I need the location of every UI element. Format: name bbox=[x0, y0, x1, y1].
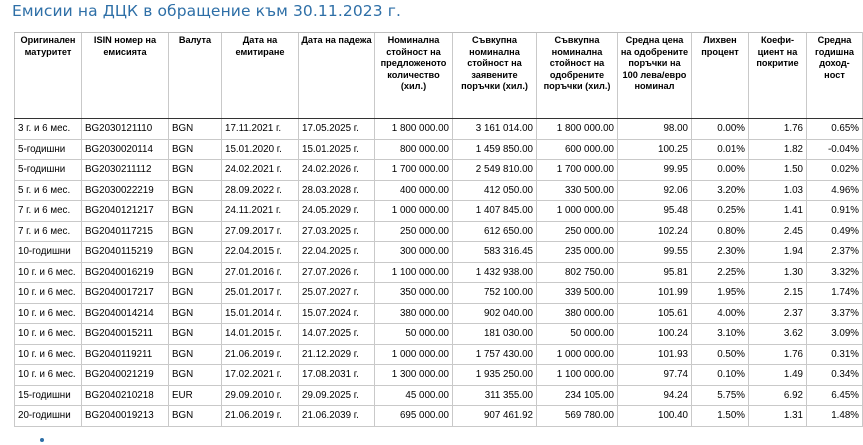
cell-approved-nominal: 1 800 000.00 bbox=[537, 119, 618, 140]
cell-isin: BG2040021219 bbox=[82, 365, 169, 386]
cell-cover-ratio: 1.50 bbox=[749, 160, 807, 181]
cell-issue-date: 24.02.2021 г. bbox=[222, 160, 299, 181]
cell-maturity: 10 г. и 6 мес. bbox=[15, 303, 82, 324]
cell-currency: EUR bbox=[169, 385, 222, 406]
cell-cover-ratio: 1.41 bbox=[749, 201, 807, 222]
header-average-yield: Средна годишна доход-ност bbox=[807, 33, 863, 119]
cell-average-price: 102.24 bbox=[618, 221, 692, 242]
header-offered-nominal: Номинална стойност на предложеното количество (хил.) bbox=[375, 33, 453, 119]
cell-cover-ratio: 2.45 bbox=[749, 221, 807, 242]
cell-average-price: 100.40 bbox=[618, 406, 692, 427]
cell-maturity-date: 17.05.2025 г. bbox=[299, 119, 375, 140]
cell-maturity: 10-годишни bbox=[15, 242, 82, 263]
cell-isin: BG2040014214 bbox=[82, 303, 169, 324]
table-row bbox=[15, 160, 863, 181]
cell-maturity-date: 22.04.2025 г. bbox=[299, 242, 375, 263]
header-issue-date: Дата на емитиране bbox=[222, 33, 299, 119]
cell-maturity: 10 г. и 6 мес. bbox=[15, 283, 82, 304]
table-row bbox=[15, 242, 863, 263]
header-maturity-date: Дата на падежа bbox=[299, 33, 375, 119]
cell-bids-nominal: 907 461.92 bbox=[453, 406, 537, 427]
cell-approved-nominal: 600 000.00 bbox=[537, 139, 618, 160]
cell-isin: BG2040210218 bbox=[82, 385, 169, 406]
cell-interest-rate: 2.30% bbox=[692, 242, 749, 263]
cell-currency: BGN bbox=[169, 283, 222, 304]
cell-average-yield: 6.45% bbox=[807, 385, 863, 406]
cell-isin: BG2040119211 bbox=[82, 344, 169, 365]
cell-maturity-date: 17.08.2031 г. bbox=[299, 365, 375, 386]
cell-isin: BG2030020114 bbox=[82, 139, 169, 160]
cell-offered-nominal: 50 000.00 bbox=[375, 324, 453, 345]
cell-offered-nominal: 1 000 000.00 bbox=[375, 344, 453, 365]
cell-issue-date: 27.09.2017 г. bbox=[222, 221, 299, 242]
cell-maturity-date: 27.03.2025 г. bbox=[299, 221, 375, 242]
cell-issue-date: 21.06.2019 г. bbox=[222, 406, 299, 427]
cell-currency: BGN bbox=[169, 324, 222, 345]
cell-offered-nominal: 1 800 000.00 bbox=[375, 119, 453, 140]
header-approved-nominal: Съвкупна номинална стойност на одобрените поръчки (хил.) bbox=[537, 33, 618, 119]
table-row bbox=[15, 385, 863, 406]
cell-currency: BGN bbox=[169, 406, 222, 427]
page-footer-mark bbox=[40, 438, 44, 442]
table-row bbox=[15, 180, 863, 201]
table-row bbox=[15, 324, 863, 345]
cell-maturity: 10 г. и 6 мес. bbox=[15, 365, 82, 386]
cell-cover-ratio: 1.76 bbox=[749, 119, 807, 140]
cell-currency: BGN bbox=[169, 303, 222, 324]
cell-approved-nominal: 235 000.00 bbox=[537, 242, 618, 263]
cell-issue-date: 15.01.2020 г. bbox=[222, 139, 299, 160]
page-title: Емисии на ДЦК в обращение към 30.11.2023 г. bbox=[12, 2, 402, 20]
cell-isin: BG2040115219 bbox=[82, 242, 169, 263]
cell-isin: BG2040015211 bbox=[82, 324, 169, 345]
cell-approved-nominal: 50 000.00 bbox=[537, 324, 618, 345]
header-row bbox=[15, 33, 863, 119]
cell-approved-nominal: 250 000.00 bbox=[537, 221, 618, 242]
cell-interest-rate: 0.25% bbox=[692, 201, 749, 222]
cell-interest-rate: 0.10% bbox=[692, 365, 749, 386]
table-row bbox=[15, 221, 863, 242]
cell-offered-nominal: 1 300 000.00 bbox=[375, 365, 453, 386]
cell-maturity: 3 г. и 6 мес. bbox=[15, 119, 82, 140]
cell-bids-nominal: 1 459 850.00 bbox=[453, 139, 537, 160]
cell-bids-nominal: 583 316.45 bbox=[453, 242, 537, 263]
cell-cover-ratio: 1.03 bbox=[749, 180, 807, 201]
cell-maturity-date: 29.09.2025 г. bbox=[299, 385, 375, 406]
cell-bids-nominal: 3 161 014.00 bbox=[453, 119, 537, 140]
cell-approved-nominal: 1 000 000.00 bbox=[537, 344, 618, 365]
cell-offered-nominal: 1 000 000.00 bbox=[375, 201, 453, 222]
cell-average-yield: 0.91% bbox=[807, 201, 863, 222]
cell-maturity: 15-годишни bbox=[15, 385, 82, 406]
cell-currency: BGN bbox=[169, 221, 222, 242]
cell-issue-date: 24.11.2021 г. bbox=[222, 201, 299, 222]
table-row bbox=[15, 262, 863, 283]
cell-maturity-date: 25.07.2027 г. bbox=[299, 283, 375, 304]
cell-maturity: 5-годишни bbox=[15, 139, 82, 160]
cell-maturity: 7 г. и 6 мес. bbox=[15, 201, 82, 222]
cell-maturity: 20-годишни bbox=[15, 406, 82, 427]
cell-isin: BG2040016219 bbox=[82, 262, 169, 283]
cell-average-yield: 0.31% bbox=[807, 344, 863, 365]
cell-maturity: 7 г. и 6 мес. bbox=[15, 221, 82, 242]
cell-bids-nominal: 181 030.00 bbox=[453, 324, 537, 345]
header-bids-nominal: Съвкупна номинална стойност на заявените поръчки (хил.) bbox=[453, 33, 537, 119]
cell-average-yield: 1.74% bbox=[807, 283, 863, 304]
cell-cover-ratio: 1.76 bbox=[749, 344, 807, 365]
cell-average-price: 97.74 bbox=[618, 365, 692, 386]
cell-offered-nominal: 250 000.00 bbox=[375, 221, 453, 242]
cell-issue-date: 22.04.2015 г. bbox=[222, 242, 299, 263]
cell-isin: BG2040117215 bbox=[82, 221, 169, 242]
cell-average-price: 94.24 bbox=[618, 385, 692, 406]
cell-isin: BG2040121217 bbox=[82, 201, 169, 222]
table-row bbox=[15, 201, 863, 222]
cell-cover-ratio: 1.82 bbox=[749, 139, 807, 160]
cell-currency: BGN bbox=[169, 262, 222, 283]
cell-issue-date: 25.01.2017 г. bbox=[222, 283, 299, 304]
table-row bbox=[15, 365, 863, 386]
cell-offered-nominal: 380 000.00 bbox=[375, 303, 453, 324]
cell-issue-date: 28.09.2022 г. bbox=[222, 180, 299, 201]
cell-average-yield: 1.48% bbox=[807, 406, 863, 427]
cell-average-price: 92.06 bbox=[618, 180, 692, 201]
table-row bbox=[15, 283, 863, 304]
cell-bids-nominal: 412 050.00 bbox=[453, 180, 537, 201]
cell-cover-ratio: 6.92 bbox=[749, 385, 807, 406]
cell-cover-ratio: 1.94 bbox=[749, 242, 807, 263]
cell-maturity-date: 15.07.2024 г. bbox=[299, 303, 375, 324]
cell-issue-date: 29.09.2010 г. bbox=[222, 385, 299, 406]
cell-average-price: 95.81 bbox=[618, 262, 692, 283]
table-body bbox=[15, 119, 863, 427]
cell-bids-nominal: 2 549 810.00 bbox=[453, 160, 537, 181]
cell-bids-nominal: 1 757 430.00 bbox=[453, 344, 537, 365]
cell-average-price: 99.95 bbox=[618, 160, 692, 181]
cell-maturity-date: 15.01.2025 г. bbox=[299, 139, 375, 160]
cell-average-yield: 3.32% bbox=[807, 262, 863, 283]
cell-isin: BG2040019213 bbox=[82, 406, 169, 427]
cell-maturity-date: 24.02.2026 г. bbox=[299, 160, 375, 181]
cell-issue-date: 14.01.2015 г. bbox=[222, 324, 299, 345]
cell-interest-rate: 4.00% bbox=[692, 303, 749, 324]
cell-average-yield: 0.65% bbox=[807, 119, 863, 140]
cell-issue-date: 27.01.2016 г. bbox=[222, 262, 299, 283]
cell-issue-date: 15.01.2014 г. bbox=[222, 303, 299, 324]
cell-maturity-date: 27.07.2026 г. bbox=[299, 262, 375, 283]
cell-maturity-date: 24.05.2029 г. bbox=[299, 201, 375, 222]
cell-maturity: 5 г. и 6 мес. bbox=[15, 180, 82, 201]
header-interest-rate: Лихвен процент bbox=[692, 33, 749, 119]
cell-average-price: 98.00 bbox=[618, 119, 692, 140]
cell-isin: BG2030121110 bbox=[82, 119, 169, 140]
cell-bids-nominal: 752 100.00 bbox=[453, 283, 537, 304]
cell-average-price: 105.61 bbox=[618, 303, 692, 324]
cell-interest-rate: 0.80% bbox=[692, 221, 749, 242]
cell-cover-ratio: 1.31 bbox=[749, 406, 807, 427]
cell-maturity-date: 14.07.2025 г. bbox=[299, 324, 375, 345]
cell-average-yield: 2.37% bbox=[807, 242, 863, 263]
bonds-table-container bbox=[14, 32, 863, 427]
cell-average-yield: 4.96% bbox=[807, 180, 863, 201]
cell-average-yield: 0.34% bbox=[807, 365, 863, 386]
cell-issue-date: 17.11.2021 г. bbox=[222, 119, 299, 140]
cell-maturity: 10 г. и 6 мес. bbox=[15, 344, 82, 365]
cell-offered-nominal: 1 100 000.00 bbox=[375, 262, 453, 283]
cell-approved-nominal: 802 750.00 bbox=[537, 262, 618, 283]
table-row bbox=[15, 344, 863, 365]
cell-approved-nominal: 1 700 000.00 bbox=[537, 160, 618, 181]
cell-average-price: 99.55 bbox=[618, 242, 692, 263]
table-row bbox=[15, 406, 863, 427]
cell-offered-nominal: 695 000.00 bbox=[375, 406, 453, 427]
cell-approved-nominal: 380 000.00 bbox=[537, 303, 618, 324]
cell-bids-nominal: 1 935 250.00 bbox=[453, 365, 537, 386]
cell-interest-rate: 1.95% bbox=[692, 283, 749, 304]
cell-interest-rate: 0.00% bbox=[692, 160, 749, 181]
cell-approved-nominal: 339 500.00 bbox=[537, 283, 618, 304]
cell-offered-nominal: 350 000.00 bbox=[375, 283, 453, 304]
header-currency: Валута bbox=[169, 33, 222, 119]
cell-issue-date: 17.02.2021 г. bbox=[222, 365, 299, 386]
cell-currency: BGN bbox=[169, 180, 222, 201]
cell-issue-date: 21.06.2019 г. bbox=[222, 344, 299, 365]
cell-bids-nominal: 1 407 845.00 bbox=[453, 201, 537, 222]
cell-approved-nominal: 1 000 000.00 bbox=[537, 201, 618, 222]
cell-bids-nominal: 902 040.00 bbox=[453, 303, 537, 324]
cell-currency: BGN bbox=[169, 242, 222, 263]
cell-average-price: 101.93 bbox=[618, 344, 692, 365]
cell-currency: BGN bbox=[169, 365, 222, 386]
cell-isin: BG2040017217 bbox=[82, 283, 169, 304]
cell-currency: BGN bbox=[169, 139, 222, 160]
cell-approved-nominal: 1 100 000.00 bbox=[537, 365, 618, 386]
cell-offered-nominal: 45 000.00 bbox=[375, 385, 453, 406]
bonds-table bbox=[14, 32, 863, 427]
cell-average-yield: 3.37% bbox=[807, 303, 863, 324]
cell-isin: BG2030022219 bbox=[82, 180, 169, 201]
cell-interest-rate: 1.50% bbox=[692, 406, 749, 427]
cell-approved-nominal: 234 105.00 bbox=[537, 385, 618, 406]
table-row bbox=[15, 303, 863, 324]
cell-bids-nominal: 612 650.00 bbox=[453, 221, 537, 242]
cell-maturity: 5-годишни bbox=[15, 160, 82, 181]
cell-bids-nominal: 311 355.00 bbox=[453, 385, 537, 406]
cell-maturity: 10 г. и 6 мес. bbox=[15, 262, 82, 283]
cell-average-price: 101.99 bbox=[618, 283, 692, 304]
cell-interest-rate: 5.75% bbox=[692, 385, 749, 406]
cell-cover-ratio: 2.15 bbox=[749, 283, 807, 304]
cell-approved-nominal: 330 500.00 bbox=[537, 180, 618, 201]
cell-offered-nominal: 1 700 000.00 bbox=[375, 160, 453, 181]
table-row bbox=[15, 139, 863, 160]
cell-maturity-date: 21.06.2039 г. bbox=[299, 406, 375, 427]
cell-average-yield: 0.49% bbox=[807, 221, 863, 242]
cell-interest-rate: 0.01% bbox=[692, 139, 749, 160]
cell-average-price: 100.24 bbox=[618, 324, 692, 345]
cell-currency: BGN bbox=[169, 201, 222, 222]
cell-isin: BG2030211112 bbox=[82, 160, 169, 181]
cell-offered-nominal: 400 000.00 bbox=[375, 180, 453, 201]
header-isin: ISIN номер на емисията bbox=[82, 33, 169, 119]
cell-currency: BGN bbox=[169, 160, 222, 181]
cell-interest-rate: 3.10% bbox=[692, 324, 749, 345]
cell-cover-ratio: 2.37 bbox=[749, 303, 807, 324]
cell-approved-nominal: 569 780.00 bbox=[537, 406, 618, 427]
header-cover-ratio: Коефи-циент на покритие bbox=[749, 33, 807, 119]
cell-average-price: 100.25 bbox=[618, 139, 692, 160]
cell-average-yield: 0.02% bbox=[807, 160, 863, 181]
cell-maturity: 10 г. и 6 мес. bbox=[15, 324, 82, 345]
cell-maturity-date: 28.03.2028 г. bbox=[299, 180, 375, 201]
cell-currency: BGN bbox=[169, 344, 222, 365]
cell-average-price: 95.48 bbox=[618, 201, 692, 222]
cell-offered-nominal: 800 000.00 bbox=[375, 139, 453, 160]
cell-interest-rate: 3.20% bbox=[692, 180, 749, 201]
cell-offered-nominal: 300 000.00 bbox=[375, 242, 453, 263]
cell-interest-rate: 2.25% bbox=[692, 262, 749, 283]
cell-bids-nominal: 1 432 938.00 bbox=[453, 262, 537, 283]
cell-cover-ratio: 3.62 bbox=[749, 324, 807, 345]
cell-interest-rate: 0.00% bbox=[692, 119, 749, 140]
cell-maturity-date: 21.12.2029 г. bbox=[299, 344, 375, 365]
cell-currency: BGN bbox=[169, 119, 222, 140]
cell-cover-ratio: 1.49 bbox=[749, 365, 807, 386]
table-row bbox=[15, 119, 863, 140]
header-average-price: Средна цена на одобрените поръчки на 100 лева/евро номинал bbox=[618, 33, 692, 119]
header-maturity: Оригинален матуритет bbox=[15, 33, 82, 119]
cell-interest-rate: 0.50% bbox=[692, 344, 749, 365]
cell-cover-ratio: 1.30 bbox=[749, 262, 807, 283]
cell-average-yield: 3.09% bbox=[807, 324, 863, 345]
cell-average-yield: -0.04% bbox=[807, 139, 863, 160]
